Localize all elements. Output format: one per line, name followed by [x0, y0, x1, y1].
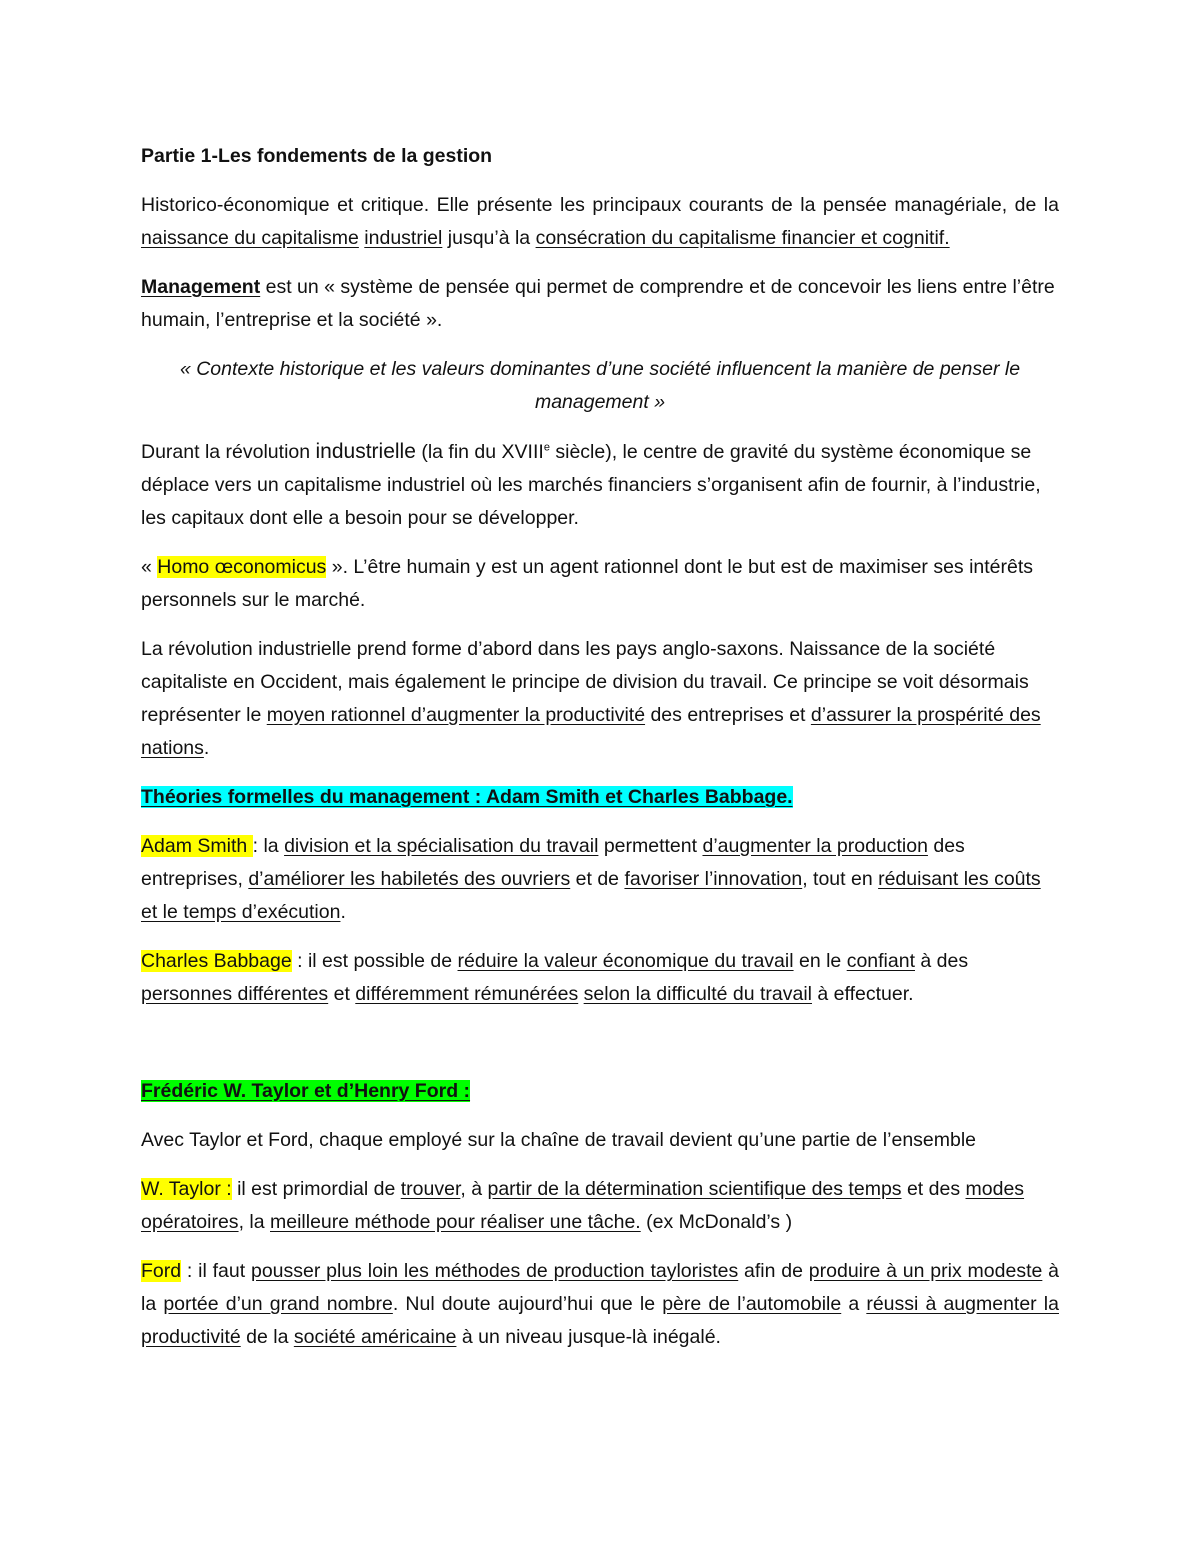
section-heading-taylor-ford: Frédéric W. Taylor et d’Henry Ford : [141, 1080, 471, 1102]
page-title: Partie 1-Les fondements de la gestion [141, 145, 493, 167]
intro-paragraph: Historico-économique et critique. Elle présente les principaux courants de la pensée managériale, de la naissance du capitalisme industriel jusqu’à la consécration du capitalisme financier et cognitif. [141, 194, 1059, 249]
adam-smith-name: Adam Smith [141, 835, 253, 857]
ford-paragraph: Ford : il faut pousser plus loin les méthodes de production tayloristes afin de produire à un prix modeste à la portée d’un grand nombre. Nul doute aujourd’hui que le père de l’automobile a réussi à augmenter la productivité de la société américaine à un niveau jusque-là inégalé. [141, 1260, 1059, 1348]
homo-oeconomicus-paragraph: « Homo œconomicus ». L’être humain y est un agent rationnel dont le but est de maximiser ses intérêts personnels sur le marché. [141, 556, 1034, 611]
ford-name: Ford [141, 1260, 182, 1282]
charles-babbage-name: Charles Babbage [141, 950, 292, 972]
management-definition: Management est un « système de pensée qui permet de comprendre et de concevoir les liens entre l’être humain, l’entreprise et la société ». [141, 276, 1055, 331]
taylor-name: W. Taylor : [141, 1178, 232, 1200]
blank-line [141, 1027, 1059, 1075]
taylor-paragraph: W. Taylor : il est primordial de trouver, à partir de la détermination scientifique des temps et des modes opératoires, la meilleure méthode pour réaliser une tâche. (ex McDonald’s ) [141, 1178, 1025, 1233]
management-term: Management [141, 276, 261, 298]
assembly-line-paragraph: Avec Taylor et Ford, chaque employé sur la chaîne de travail devient qu’une partie de l’ensemble [141, 1129, 977, 1151]
revolution-paragraph: Durant la révolution industrielle (la fin du XVIIIe siècle), le centre de gravité du système économique se déplace vers un capitalisme industriel où les marchés financiers s’organisent afin de fournir, à l’industrie, les capitaux dont elle a besoin pour se développer. [141, 440, 1041, 529]
context-quote: « Contexte historique et les valeurs dominantes d’une société influencent la manière de penser le management » [179, 358, 1021, 413]
homo-oeconomicus-term: Homo œconomicus [157, 556, 327, 578]
section-heading-theories: Théories formelles du management : Adam Smith et Charles Babbage. [141, 786, 793, 808]
charles-babbage-paragraph: Charles Babbage : il est possible de réduire la valeur économique du travail en le confiant à des personnes différentes et différemment rémunérées selon la difficulté du travail à effectuer. [141, 950, 969, 1005]
document-body [141, 140, 1059, 1370]
adam-smith-paragraph: Adam Smith : la division et la spécialisation du travail permettent d’augmenter la production des entreprises, d’améliorer les habiletés des ouvriers et de favoriser l’innovation, tout en réduisant les coûts et le temps d’exécution. [141, 835, 1041, 923]
division-paragraph: La révolution industrielle prend forme d’abord dans les pays anglo-saxons. Naissance de la société capitaliste en Occident, mais également le principe de division du travail. Ce principe se voit désormais représenter le moyen rationnel d’augmenter la productivité des entreprises et d’assurer la prospérité des nations. [141, 638, 1041, 759]
